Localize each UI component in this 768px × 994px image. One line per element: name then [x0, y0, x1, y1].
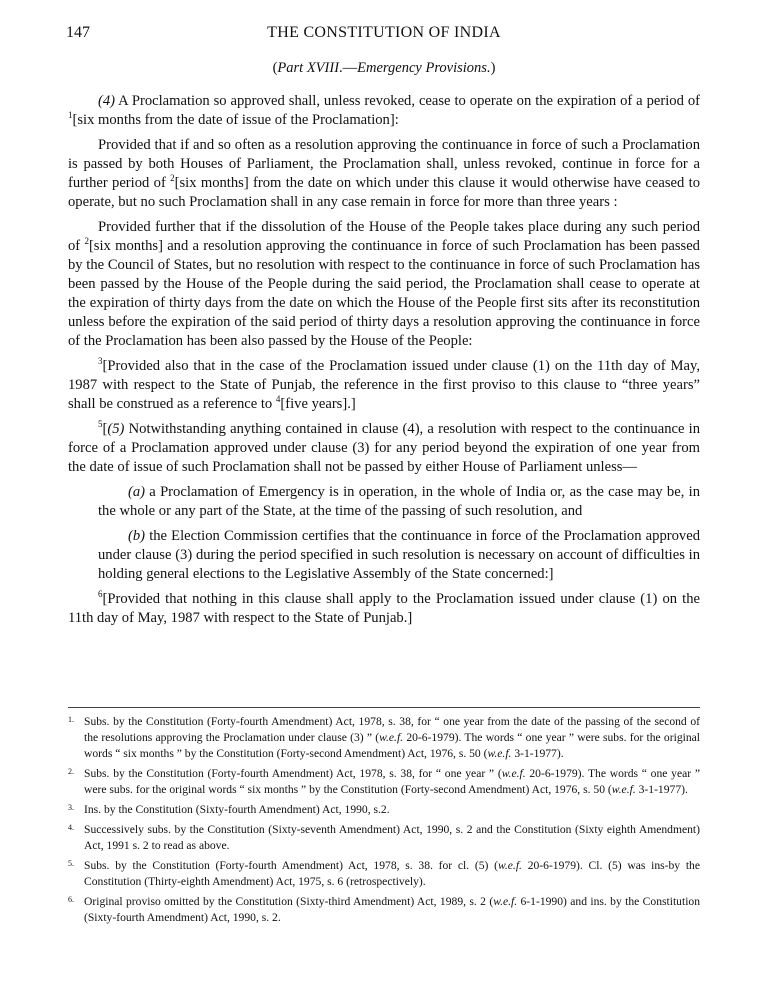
- footnote-3-text: Ins. by the Constitution (Sixty-fourth Amendment) Act, 1990, s.2.: [84, 803, 390, 816]
- subheader-open-paren: (: [272, 60, 278, 76]
- footnote-2-text-end: 3-1-1977).: [635, 783, 688, 796]
- sub-clause-b-text: the Election Commission certifies that the continuance in force of the Proclamation approved under clause (3) during the period specified in such resolution is necessary on account of difficulties in holding general elections to the Legislative Assembly of the State concerned:]: [98, 528, 700, 582]
- clause-5-number: (5): [107, 421, 125, 437]
- footnotes: [68, 714, 700, 930]
- second-proviso-paragraph: [68, 218, 700, 351]
- footnote-1-mark: 1.: [68, 715, 74, 724]
- first-proviso-text-end: [six months] from the date on which under this clause it would otherwise have ceased to operate, but no such Proclamation shall in any case remain in force for more than three years :: [68, 175, 700, 210]
- clause-5-text: Notwithstanding anything contained in clause (4), a resolution with respect to the continuance in force of a Proclamation approved under clause (3) for any period beyond the expiration of one year from the date of issue of such Proclamation shall not be passed by either House of Parliament unless—: [68, 421, 700, 475]
- footnote-1-text-end: 3-1-1977).: [511, 747, 564, 760]
- clause-4-text-end: [six months from the date of issue of the Proclamation]:: [72, 112, 399, 128]
- subheader-name: Emergency Provisions.: [357, 60, 491, 76]
- page-number: 147: [66, 24, 90, 41]
- footnote-6-mark: 6.: [68, 895, 74, 904]
- sub-clause-b-label: (b): [128, 528, 146, 544]
- footnote-2-text: Subs. by the Constitution (Forty-fourth Amendment) Act, 1978, s. 38, for “ one year ” (: [84, 767, 502, 780]
- first-proviso-text: Provided that if and so often as a resolution approving the continuance in force of such a Proclamation is passed by both Houses of Parliament, the Proclamation shall, unless revoked, continue in force for a further period of: [68, 137, 700, 191]
- footnote-ref-3[interactable]: 3: [98, 356, 103, 367]
- final-proviso-text: [Provided that nothing in this clause shall apply to the Proclamation issued under clause (1) on the 11th day of May, 1987 with respect to the State of Punjab.]: [68, 591, 700, 626]
- clause-5-bracket: [: [102, 421, 108, 437]
- footnote-ref-5[interactable]: 5: [98, 419, 103, 430]
- footnote-6-text: Original proviso omitted by the Constitution (Sixty-third Amendment) Act, 1989, s. 2 (: [84, 895, 494, 908]
- clause-5-paragraph: [68, 420, 700, 477]
- footnote-1-wef: w.e.f.: [379, 731, 404, 744]
- final-proviso-paragraph: [68, 590, 700, 628]
- page-title: THE CONSTITUTION OF INDIA: [267, 24, 501, 41]
- footnote-5-text-end: 20-6-1979). Cl. (5) was ins-by the Constitution (Thirty-eighth Amendment) Act, 1975, s. 6 (retrospectively).: [84, 859, 700, 888]
- footnote-2: [68, 766, 700, 798]
- footnote-6-wef: w.e.f.: [493, 895, 518, 908]
- third-proviso-text-end: [five years].]: [280, 396, 356, 412]
- first-proviso-paragraph: [68, 136, 700, 212]
- footnote-2-wef-2: w.e.f.: [611, 783, 636, 796]
- clause-4-paragraph: [68, 92, 700, 130]
- subheader-close-paren: ): [490, 60, 496, 76]
- footnote-4: [68, 822, 700, 854]
- footnote-5-mark: 5.: [68, 859, 74, 868]
- third-proviso-paragraph: [68, 357, 700, 414]
- footnote-5-wef: w.e.f.: [498, 859, 522, 872]
- footnote-divider: [68, 707, 700, 708]
- footnote-2-mark: 2.: [68, 767, 74, 776]
- footnote-ref-4[interactable]: 4: [275, 394, 281, 405]
- footnote-5: [68, 858, 700, 890]
- clause-4-number: (4): [98, 93, 116, 109]
- footnote-6: [68, 894, 700, 926]
- subheader-part: Part XVIII: [277, 60, 340, 76]
- footnote-4-mark: 4.: [68, 823, 74, 832]
- footnote-1-wef-2: w.e.f.: [487, 747, 512, 760]
- footnote-1-text: Subs. by the Constitution (Forty-fourth Amendment) Act, 1978, s. 38, for “ one year from the date of the passing of the second of the resolutions approving the Proclamation under clause (3) ” (: [84, 715, 700, 744]
- footnote-6-text-end: 6-1-1990) and ins. by the Constitution (Sixty-fourth Amendment) Act, 1990, s. 2.: [84, 895, 701, 924]
- third-proviso-text: [Provided also that in the case of the Proclamation issued under clause (1) on the 11th day of May, 1987 with respect to the State of Punjab, the reference in the first proviso to this clause to “three years” shall be construed as a reference to: [68, 358, 700, 412]
- footnote-2-text-mid: 20-6-1979). The words “ one year ” were subs. for the original words “ six months ” by the Constitution (Forty-second Amendment) Act, 1976, s. 50 (: [84, 767, 700, 796]
- second-proviso-text-end: [six months] and a resolution approving the continuance in force of such Proclamation has been passed by the Council of States, but no resolution with respect to the continuance in force of such Proclamation has been passed by the House of the People during the said period, the Proclamation shall cease to operate at the expiration of thirty days from the date on which the House of the People first sits after its reconstitution unless before the expiration of the said period of thirty days a resolution approving the continuance in force of the Proclamation has been also passed by the House of the People:: [68, 238, 700, 349]
- sub-clause-a: [98, 483, 700, 521]
- footnote-ref-6[interactable]: 6: [98, 589, 103, 600]
- body-text: [68, 92, 700, 634]
- footnote-ref-2[interactable]: 2: [170, 173, 175, 184]
- footnote-1: [68, 714, 700, 762]
- sub-clause-a-label: (a): [128, 484, 146, 500]
- footnote-ref-1[interactable]: 1: [68, 110, 73, 121]
- footnote-5-text: Subs. by the Constitution (Forty-fourth Amendment) Act, 1978, s. 38. for cl. (5) (: [84, 859, 499, 872]
- footnote-3: [68, 802, 700, 818]
- subheader-dash: .—: [339, 60, 358, 76]
- sub-clause-a-text: a Proclamation of Emergency is in operation, in the whole of India or, as the case may be, in the whole or any part of the State, at the time of the passing of such resolution, and: [98, 484, 700, 519]
- part-subheader: [0, 60, 768, 77]
- footnote-4-text: Successively subs. by the Constitution (Sixty-seventh Amendment) Act, 1990, s. 2 and the Constitution (Sixty eighth Amendment) Act, 1991 s. 2 to read as above.: [84, 823, 700, 852]
- footnote-1-text-mid: 20-6-1979). The words “ one year ” were subs. for the original words “ six months ” by the Constitution (Forty-second Amendment) Act, 1976, s. 50 (: [84, 731, 700, 760]
- footnote-ref-2b[interactable]: 2: [84, 236, 89, 247]
- sub-clause-b: [98, 527, 700, 584]
- footnote-2-wef: w.e.f.: [501, 767, 526, 780]
- footnote-3-mark: 3.: [68, 803, 74, 812]
- clause-4-text: A Proclamation so approved shall, unless revoked, cease to operate on the expiration of a period of: [115, 93, 700, 109]
- second-proviso-text: Provided further that if the dissolution of the House of the People takes place during any such period of: [68, 219, 700, 254]
